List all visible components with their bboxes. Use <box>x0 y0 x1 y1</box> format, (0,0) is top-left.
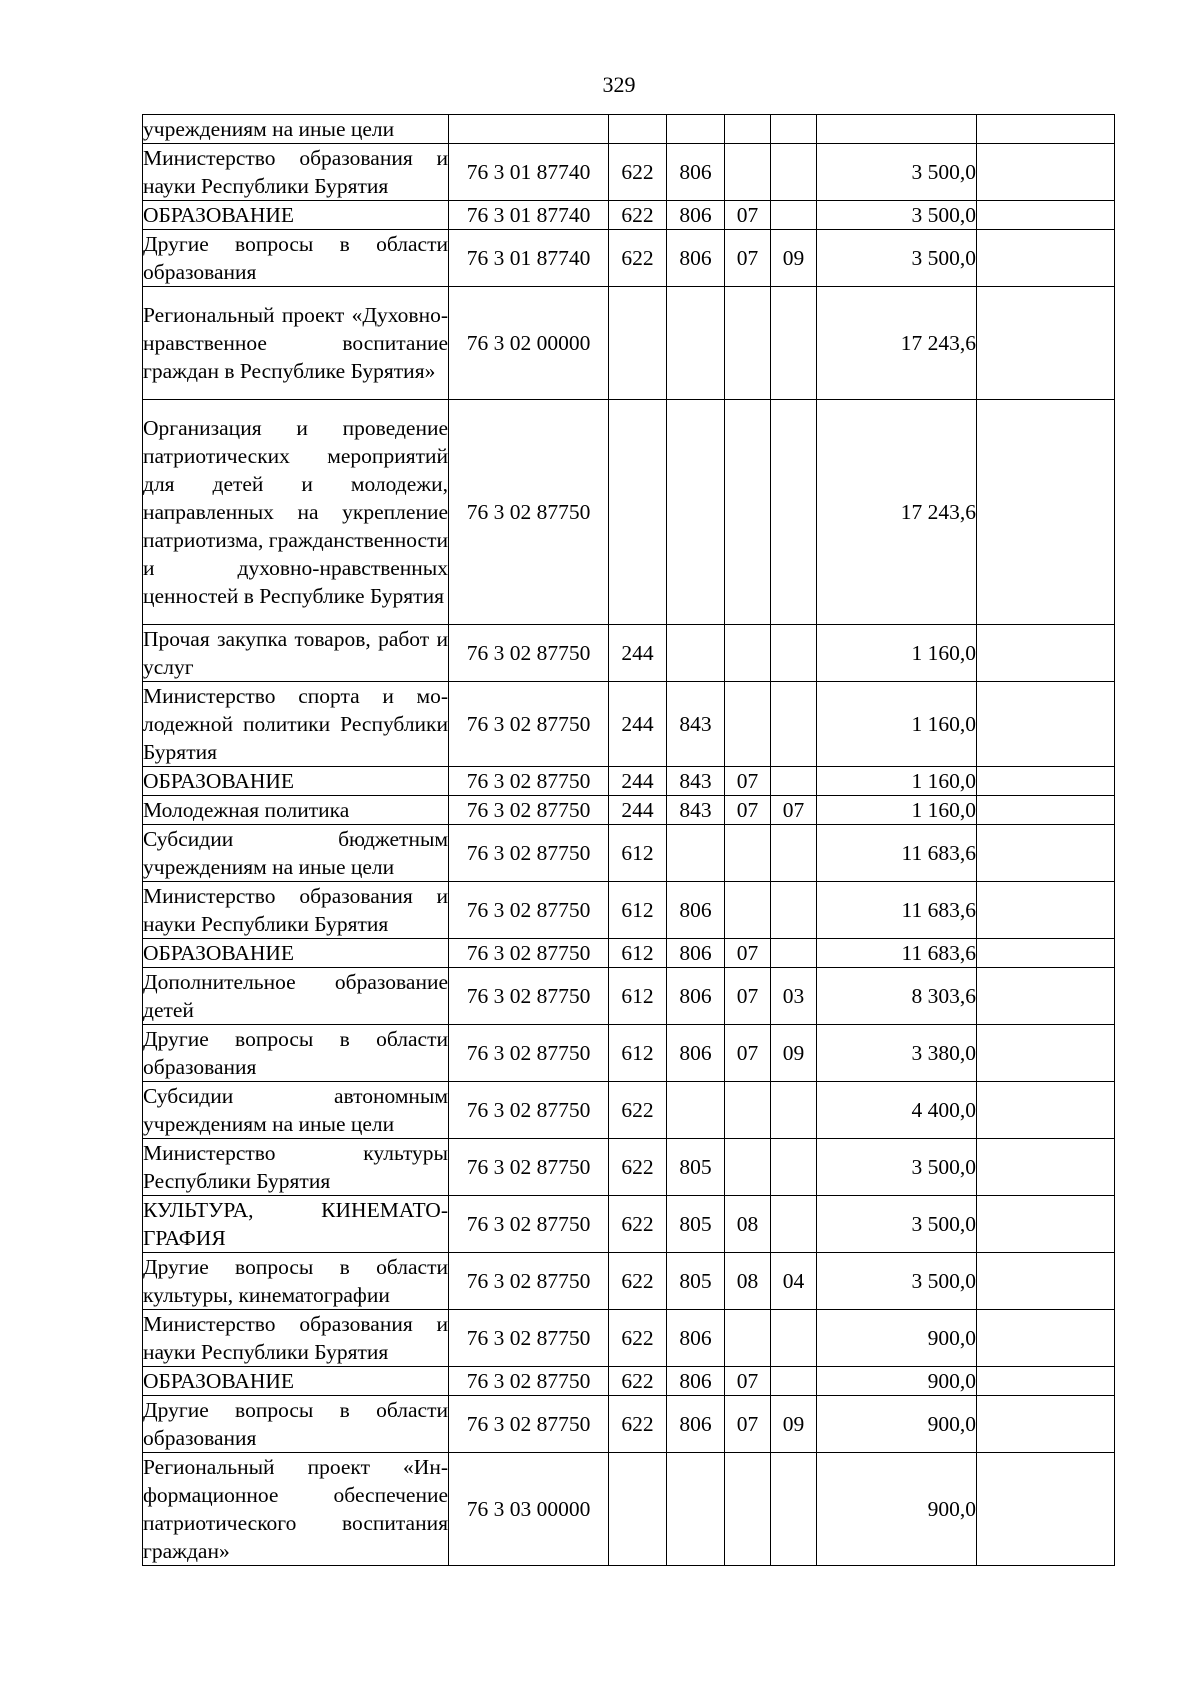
row-amount: 3 500,0 <box>817 1196 977 1253</box>
row-empty-cell <box>977 767 1115 796</box>
row-empty-cell <box>977 1453 1115 1566</box>
row-name: Дополнительное образование детей <box>143 968 449 1025</box>
table-row <box>143 625 1115 682</box>
row-section: 08 <box>725 1196 771 1253</box>
table-row <box>143 1025 1115 1082</box>
row-name: Региональный проект «Информационное обеспечение патриотического воспитания граждан» <box>143 1453 449 1566</box>
table-row <box>143 939 1115 968</box>
row-subsection <box>771 144 817 201</box>
row-empty-cell <box>977 287 1115 400</box>
row-administrator-code <box>667 115 725 144</box>
row-name: Министерство культуры Республики Бурятия <box>143 1139 449 1196</box>
row-subsection: 07 <box>771 796 817 825</box>
row-administrator-code: 843 <box>667 682 725 767</box>
table-row <box>143 1367 1115 1396</box>
table-row <box>143 230 1115 287</box>
row-amount: 1 160,0 <box>817 682 977 767</box>
row-empty-cell <box>977 625 1115 682</box>
row-name: ОБРАЗОВАНИЕ <box>143 939 449 968</box>
row-administrator-code: 805 <box>667 1139 725 1196</box>
table-row <box>143 796 1115 825</box>
row-administrator-code <box>667 400 725 625</box>
row-expense-type: 622 <box>609 1367 667 1396</box>
table-row <box>143 825 1115 882</box>
row-section <box>725 400 771 625</box>
row-target-article <box>449 115 609 144</box>
table-body <box>143 115 1115 1566</box>
row-name: КУЛЬТУРА, КИНЕМАТОГРАФИЯ <box>143 1196 449 1253</box>
row-empty-cell <box>977 230 1115 287</box>
row-administrator-code <box>667 1453 725 1566</box>
row-expense-type <box>609 287 667 400</box>
row-subsection <box>771 400 817 625</box>
row-amount: 3 500,0 <box>817 201 977 230</box>
row-section: 07 <box>725 1367 771 1396</box>
row-target-article: 76 3 02 87750 <box>449 882 609 939</box>
row-administrator-code: 806 <box>667 1025 725 1082</box>
row-amount <box>817 115 977 144</box>
row-subsection <box>771 1196 817 1253</box>
row-target-article: 76 3 02 87750 <box>449 1310 609 1367</box>
row-expense-type <box>609 115 667 144</box>
row-expense-type: 244 <box>609 796 667 825</box>
row-expense-type: 622 <box>609 1082 667 1139</box>
row-target-article: 76 3 01 87740 <box>449 230 609 287</box>
row-name: Другие вопросы в области образования <box>143 1025 449 1082</box>
row-amount: 11 683,6 <box>817 939 977 968</box>
row-target-article: 76 3 02 87750 <box>449 1139 609 1196</box>
row-section: 07 <box>725 968 771 1025</box>
table-row <box>143 1253 1115 1310</box>
row-empty-cell <box>977 1396 1115 1453</box>
row-target-article: 76 3 02 87750 <box>449 1025 609 1082</box>
row-target-article: 76 3 02 87750 <box>449 939 609 968</box>
row-expense-type: 622 <box>609 1139 667 1196</box>
row-amount: 3 500,0 <box>817 1253 977 1310</box>
row-empty-cell <box>977 939 1115 968</box>
row-administrator-code <box>667 1082 725 1139</box>
row-target-article: 76 3 02 87750 <box>449 1082 609 1139</box>
row-empty-cell <box>977 144 1115 201</box>
row-target-article: 76 3 01 87740 <box>449 144 609 201</box>
row-administrator-code <box>667 825 725 882</box>
row-subsection <box>771 1139 817 1196</box>
table-row <box>143 1196 1115 1253</box>
row-amount: 4 400,0 <box>817 1082 977 1139</box>
row-administrator-code: 806 <box>667 1367 725 1396</box>
row-section <box>725 1082 771 1139</box>
row-target-article: 76 3 01 87740 <box>449 201 609 230</box>
row-name: Другие вопросы в области культуры, кинематографии <box>143 1253 449 1310</box>
row-amount: 3 500,0 <box>817 144 977 201</box>
row-administrator-code: 806 <box>667 1310 725 1367</box>
row-subsection <box>771 882 817 939</box>
row-amount: 3 500,0 <box>817 1139 977 1196</box>
row-target-article: 76 3 02 87750 <box>449 682 609 767</box>
row-section <box>725 115 771 144</box>
row-amount: 11 683,6 <box>817 825 977 882</box>
row-empty-cell <box>977 115 1115 144</box>
row-expense-type: 244 <box>609 682 667 767</box>
row-empty-cell <box>977 1025 1115 1082</box>
row-amount: 17 243,6 <box>817 400 977 625</box>
row-subsection: 04 <box>771 1253 817 1310</box>
row-section <box>725 287 771 400</box>
row-name: Субсидии автономным учреждениям на иные цели <box>143 1082 449 1139</box>
row-amount: 1 160,0 <box>817 796 977 825</box>
row-expense-type: 622 <box>609 1253 667 1310</box>
row-empty-cell <box>977 882 1115 939</box>
row-amount: 3 500,0 <box>817 230 977 287</box>
row-expense-type: 622 <box>609 144 667 201</box>
row-administrator-code: 805 <box>667 1196 725 1253</box>
row-expense-type: 622 <box>609 1396 667 1453</box>
row-expense-type <box>609 1453 667 1566</box>
row-name: ОБРАЗОВАНИЕ <box>143 201 449 230</box>
row-section <box>725 144 771 201</box>
row-amount: 900,0 <box>817 1367 977 1396</box>
row-name: Министерство образования и науки Республики Бурятия <box>143 144 449 201</box>
row-subsection: 09 <box>771 1025 817 1082</box>
row-administrator-code: 806 <box>667 939 725 968</box>
row-name: учреждениям на иные цели <box>143 115 449 144</box>
table-row <box>143 767 1115 796</box>
row-subsection <box>771 625 817 682</box>
row-administrator-code <box>667 625 725 682</box>
row-section <box>725 825 771 882</box>
table-row <box>143 144 1115 201</box>
row-name: Прочая закупка товаров, работ и услуг <box>143 625 449 682</box>
row-administrator-code: 843 <box>667 767 725 796</box>
row-section: 07 <box>725 939 771 968</box>
row-expense-type: 244 <box>609 625 667 682</box>
row-amount: 8 303,6 <box>817 968 977 1025</box>
row-subsection <box>771 1453 817 1566</box>
row-section: 07 <box>725 767 771 796</box>
row-section: 08 <box>725 1253 771 1310</box>
row-target-article: 76 3 02 87750 <box>449 1196 609 1253</box>
row-name: Министерство образования и науки Республики Бурятия <box>143 882 449 939</box>
row-expense-type: 612 <box>609 825 667 882</box>
row-empty-cell <box>977 1310 1115 1367</box>
row-empty-cell <box>977 1253 1115 1310</box>
row-empty-cell <box>977 968 1115 1025</box>
table-row <box>143 201 1115 230</box>
row-administrator-code: 806 <box>667 201 725 230</box>
row-name: Субсидии бюджетным учреждениям на иные цели <box>143 825 449 882</box>
table-row <box>143 882 1115 939</box>
row-subsection: 09 <box>771 1396 817 1453</box>
row-section: 07 <box>725 201 771 230</box>
row-section: 07 <box>725 1396 771 1453</box>
page-number: 329 <box>602 72 636 97</box>
row-subsection <box>771 287 817 400</box>
row-expense-type: 622 <box>609 230 667 287</box>
table-row <box>143 1453 1115 1566</box>
row-subsection <box>771 682 817 767</box>
row-empty-cell <box>977 201 1115 230</box>
row-administrator-code: 806 <box>667 882 725 939</box>
table-row <box>143 1082 1115 1139</box>
table-row <box>143 400 1115 625</box>
row-section: 07 <box>725 230 771 287</box>
row-name: ОБРАЗОВАНИЕ <box>143 767 449 796</box>
row-target-article: 76 3 02 87750 <box>449 1253 609 1310</box>
row-target-article: 76 3 02 87750 <box>449 400 609 625</box>
row-section <box>725 1453 771 1566</box>
row-section: 07 <box>725 1025 771 1082</box>
row-subsection: 03 <box>771 968 817 1025</box>
row-target-article: 76 3 02 87750 <box>449 625 609 682</box>
row-target-article: 76 3 02 87750 <box>449 825 609 882</box>
table-row <box>143 1139 1115 1196</box>
row-administrator-code: 843 <box>667 796 725 825</box>
row-subsection <box>771 1367 817 1396</box>
table-row <box>143 1396 1115 1453</box>
row-subsection <box>771 939 817 968</box>
row-name: ОБРАЗОВАНИЕ <box>143 1367 449 1396</box>
row-empty-cell <box>977 825 1115 882</box>
row-expense-type: 612 <box>609 882 667 939</box>
row-empty-cell <box>977 1082 1115 1139</box>
row-expense-type: 612 <box>609 968 667 1025</box>
row-empty-cell <box>977 1139 1115 1196</box>
row-subsection <box>771 1082 817 1139</box>
table-row <box>143 1310 1115 1367</box>
row-administrator-code: 806 <box>667 230 725 287</box>
row-name: Министерство спорта и молодежной политики Республики Бурятия <box>143 682 449 767</box>
row-expense-type: 622 <box>609 1196 667 1253</box>
row-administrator-code: 805 <box>667 1253 725 1310</box>
table-row <box>143 682 1115 767</box>
row-amount: 3 380,0 <box>817 1025 977 1082</box>
row-target-article: 76 3 02 87750 <box>449 767 609 796</box>
row-empty-cell <box>977 796 1115 825</box>
row-section: 07 <box>725 796 771 825</box>
row-target-article: 76 3 02 87750 <box>449 968 609 1025</box>
row-name: Организация и проведение патриотических мероприятий для детей и молодежи, направленных на укрепление патриотизма, гражданственности и духовно-нравственных ценностей в Республике Бурятия <box>143 400 449 625</box>
row-target-article: 76 3 03 00000 <box>449 1453 609 1566</box>
row-amount: 11 683,6 <box>817 882 977 939</box>
row-section <box>725 682 771 767</box>
row-name: Другие вопросы в области образования <box>143 230 449 287</box>
row-section <box>725 882 771 939</box>
row-empty-cell <box>977 400 1115 625</box>
row-section <box>725 1310 771 1367</box>
row-amount: 900,0 <box>817 1310 977 1367</box>
row-section <box>725 625 771 682</box>
row-subsection <box>771 825 817 882</box>
row-amount: 1 160,0 <box>817 767 977 796</box>
row-expense-type: 622 <box>609 201 667 230</box>
row-amount: 17 243,6 <box>817 287 977 400</box>
row-expense-type: 612 <box>609 939 667 968</box>
row-empty-cell <box>977 1196 1115 1253</box>
row-empty-cell <box>977 682 1115 767</box>
row-amount: 900,0 <box>817 1396 977 1453</box>
row-section <box>725 1139 771 1196</box>
row-administrator-code: 806 <box>667 968 725 1025</box>
row-subsection: 09 <box>771 230 817 287</box>
row-target-article: 76 3 02 87750 <box>449 1367 609 1396</box>
row-empty-cell <box>977 1367 1115 1396</box>
table-row <box>143 115 1115 144</box>
row-name: Региональный проект «Духовно-нравственное воспитание граждан в Республике Бурятия» <box>143 287 449 400</box>
row-expense-type: 622 <box>609 1310 667 1367</box>
row-name: Министерство образования и науки Республики Бурятия <box>143 1310 449 1367</box>
row-subsection <box>771 201 817 230</box>
row-amount: 1 160,0 <box>817 625 977 682</box>
table-row <box>143 968 1115 1025</box>
row-target-article: 76 3 02 87750 <box>449 1396 609 1453</box>
row-name: Молодежная политика <box>143 796 449 825</box>
table-row <box>143 287 1115 400</box>
row-target-article: 76 3 02 87750 <box>449 796 609 825</box>
row-amount: 900,0 <box>817 1453 977 1566</box>
row-expense-type: 244 <box>609 767 667 796</box>
row-target-article: 76 3 02 00000 <box>449 287 609 400</box>
row-subsection <box>771 1310 817 1367</box>
row-expense-type: 612 <box>609 1025 667 1082</box>
row-expense-type <box>609 400 667 625</box>
budget-table <box>142 114 1115 1566</box>
row-administrator-code <box>667 287 725 400</box>
row-subsection <box>771 115 817 144</box>
row-administrator-code: 806 <box>667 144 725 201</box>
row-administrator-code: 806 <box>667 1396 725 1453</box>
row-name: Другие вопросы в области образования <box>143 1396 449 1453</box>
row-subsection <box>771 767 817 796</box>
